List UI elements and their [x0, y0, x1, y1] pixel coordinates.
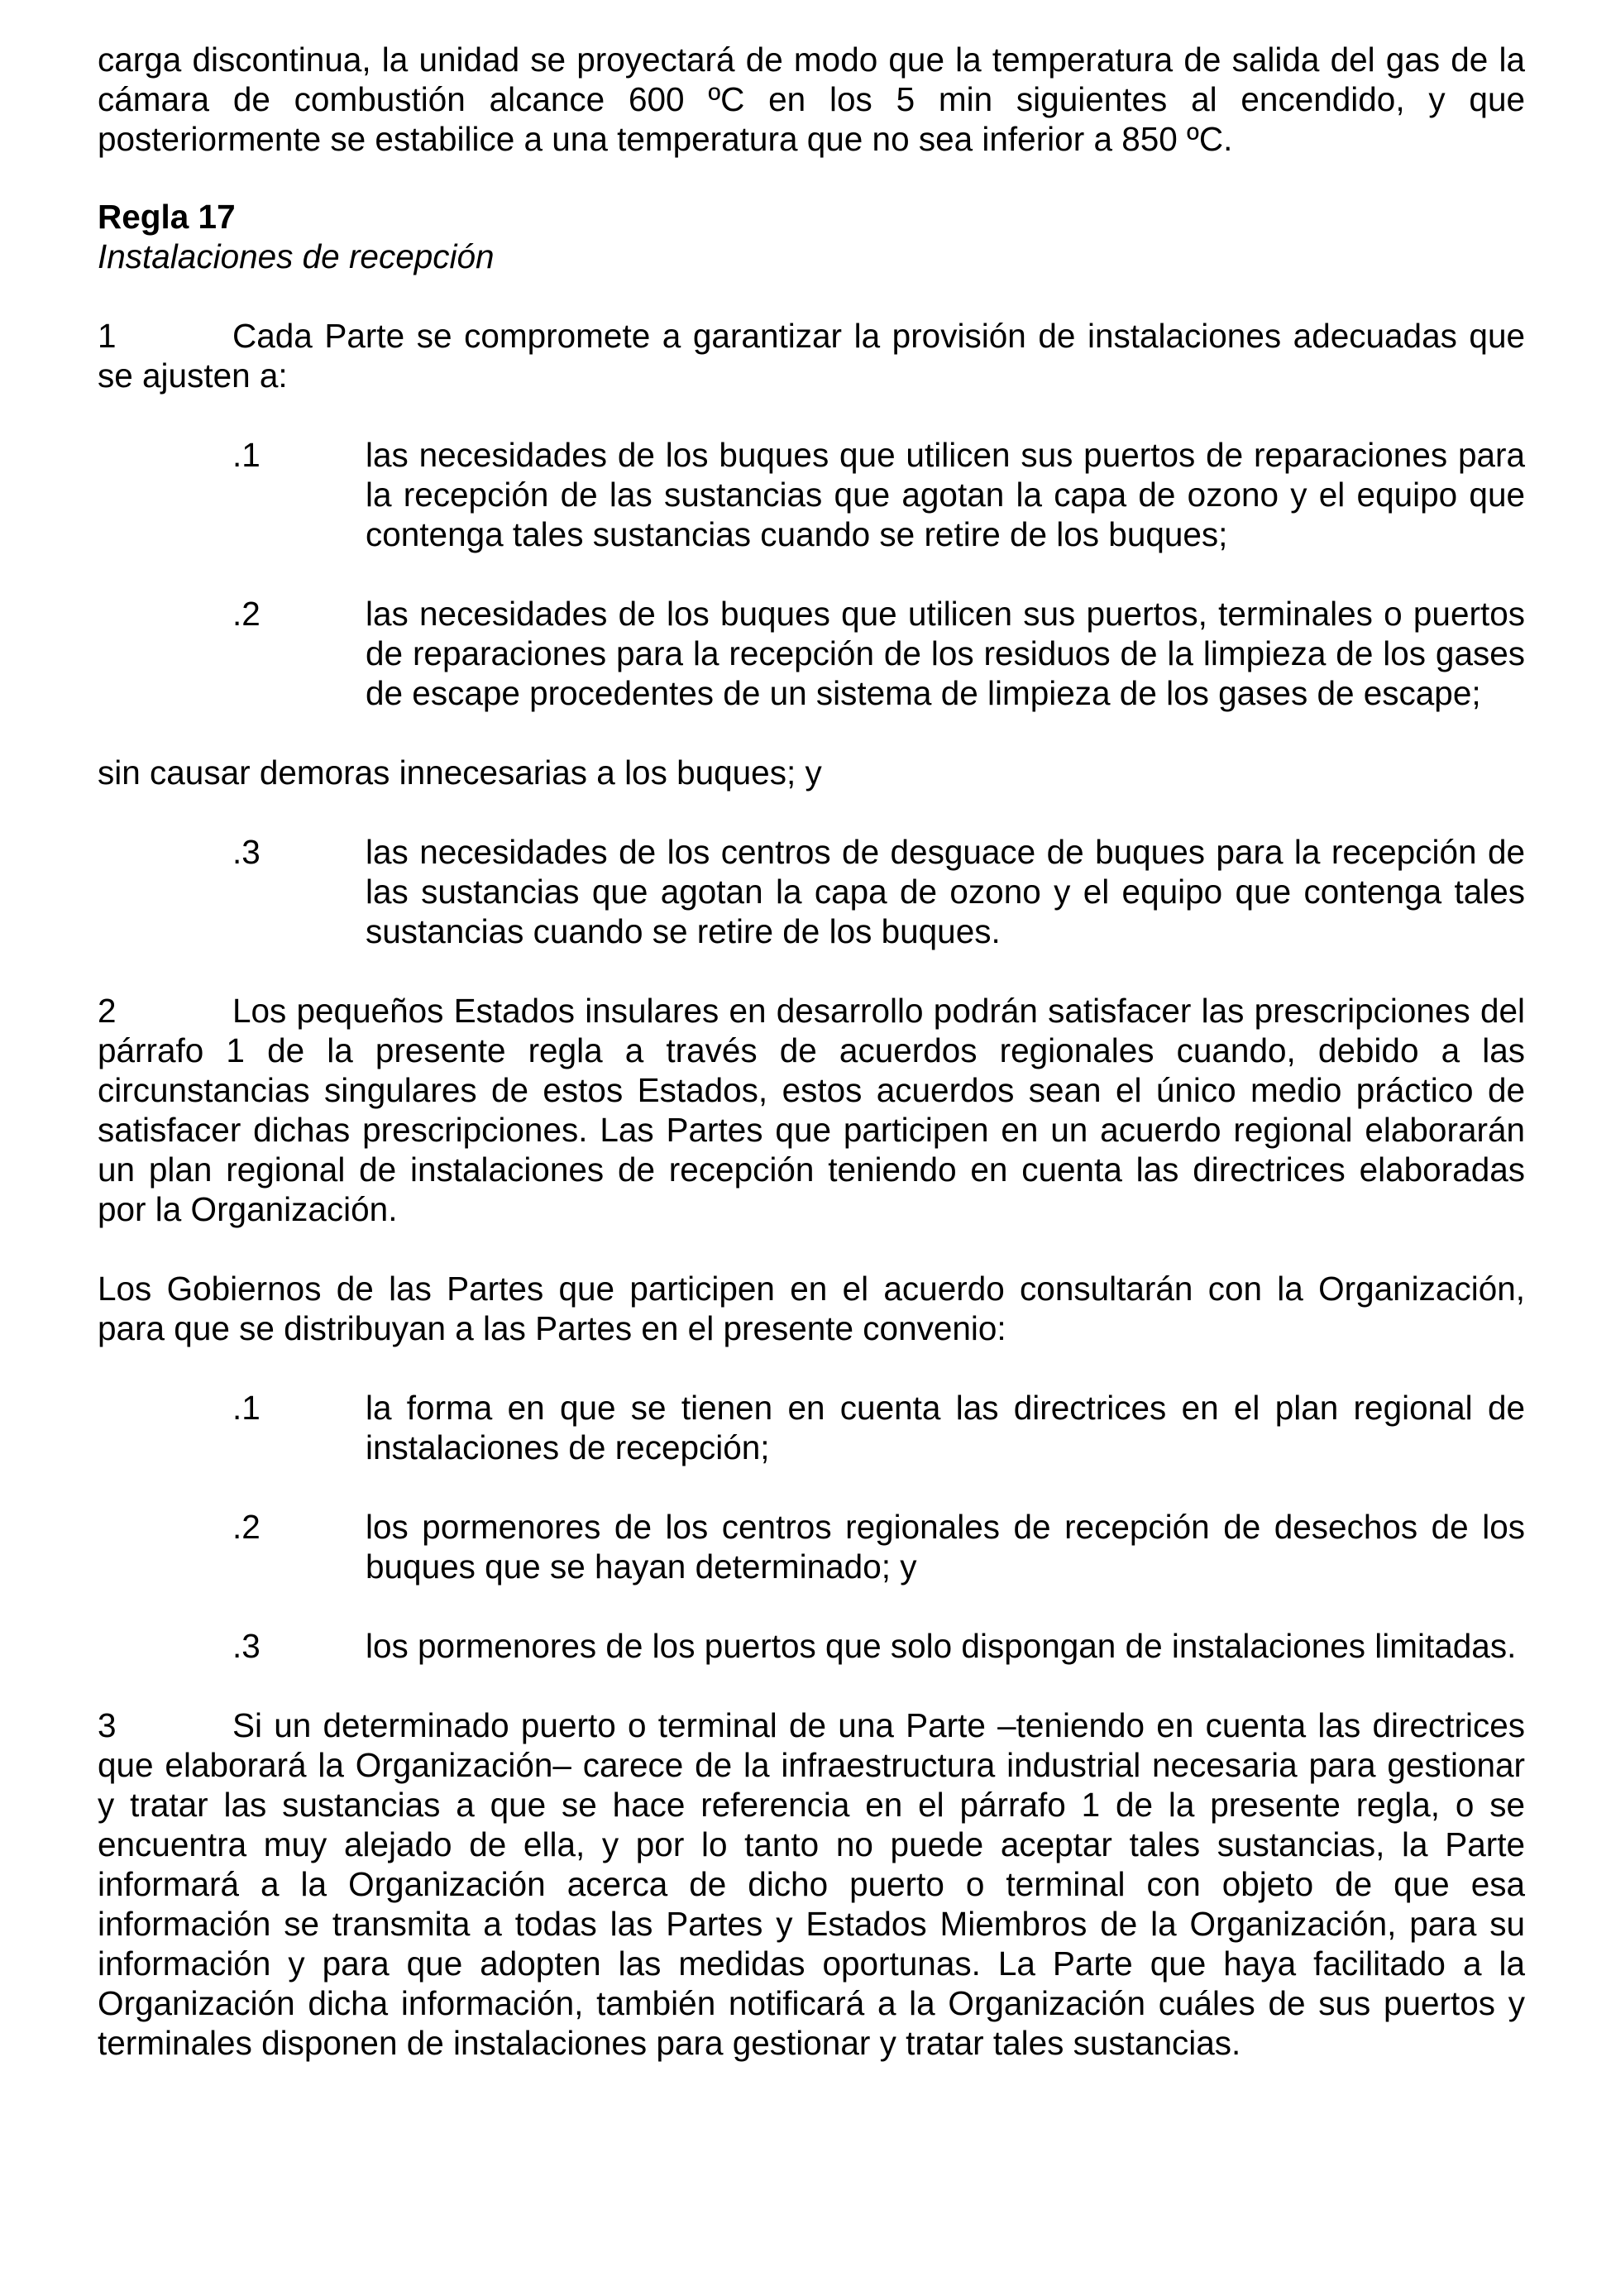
list-item-label: .2 — [232, 1508, 261, 1546]
list-item-text: las necesidades de los buques que utilicen sus puertos, terminales o puertos de reparaciones para la recepción de los residuos de la limpieza de los gases de escape procedentes de un sistema de limpieza de los gases de escape; — [366, 595, 1525, 712]
list-item — [98, 1626, 1525, 1666]
opening-paragraph: carga discontinua, la unidad se proyectará de modo que la temperatura de salida del gas de la cámara de combustión alcance 600 ºC en los 5 min siguientes al encendido, y que posteriormente se estabilice a una temperatura que no sea inferior a 850 ºC. — [98, 41, 1525, 158]
document-page — [98, 40, 1525, 2063]
paragraph-2 — [98, 991, 1525, 1229]
paragraph-text: Los pequeños Estados insulares en desarrollo podrán satisfacer las prescripciones del párrafo 1 de la presente regla a través de acuerdos regionales cuando, debido a las circunstancias singulares de estos Estados, estos acuerdos sean el único medio práctico de satisfacer dichas prescripciones. Las Partes que participen en un acuerdo regional elaborarán un plan regional de instalaciones de recepción teniendo en cuenta las directrices elaboradas por la Organización. — [98, 992, 1525, 1228]
list-item-text: las necesidades de los buques que utilicen sus puertos de reparaciones para la recepción de las sustancias que agotan la capa de ozono y el equipo que contenga tales sustancias cuando se retire de los buques; — [366, 436, 1525, 553]
rule-heading — [98, 197, 1525, 276]
rule-title: Regla 17 — [98, 198, 236, 236]
list-item-label: .2 — [232, 595, 261, 633]
list-item-label: .1 — [232, 436, 261, 474]
paragraph-1-items-after — [98, 832, 1525, 951]
paragraph-1-continuation: sin causar demoras innecesarias a los buques; y — [98, 753, 822, 792]
paragraph-number: 1 — [98, 317, 117, 355]
list-item-text: los pormenores de los centros regionales de recepción de desechos de los buques que se hayan determinado; y — [366, 1508, 1525, 1586]
list-item-text: las necesidades de los centros de desguace de buques para la recepción de las sustancias que agotan la capa de ozono y el equipo que contenga tales sustancias cuando se retire de los buques. — [366, 833, 1525, 950]
paragraph-number: 2 — [98, 992, 117, 1030]
list-item — [98, 435, 1525, 554]
list-item — [98, 594, 1525, 713]
list-item-text: los pormenores de los puertos que solo dispongan de instalaciones limitadas. — [366, 1627, 1517, 1665]
paragraph-1 — [98, 316, 1525, 395]
paragraph-text: Si un determinado puerto o terminal de una Parte –teniendo en cuenta las directrices que elaborará la Organización– carece de la infraestructura industrial necesaria para gestionar y tratar las sustancias a que se hace referencia en el párrafo 1 de la presente regla, o se encuentra muy alejado de ella, y por lo tanto no puede aceptar tales sustancias, la Parte informará a la Organización acerca de dicho puerto o terminal con objeto de que esa información se transmita a todas las Partes y Estados Miembros de la Organización, para su información y para que adopten las medidas oportunas. La Parte que haya facilitado a la Organización dicha información, también notificará a la Organización cuáles de sus puertos y terminales disponen de instalaciones para gestionar y tratar tales sustancias. — [98, 1706, 1525, 2062]
paragraph-text: Cada Parte se compromete a garantizar la provisión de instalaciones adecuadas que se ajusten a: — [98, 317, 1525, 395]
paragraph-3 — [98, 1705, 1525, 2063]
list-item — [98, 1388, 1525, 1467]
paragraph-2-followup: Los Gobiernos de las Partes que participen en el acuerdo consultarán con la Organización, para que se distribuyan a las Partes en el presente convenio: — [98, 1270, 1525, 1347]
paragraph-number: 3 — [98, 1706, 117, 1744]
rule-subtitle: Instalaciones de recepción — [98, 237, 495, 275]
list-item — [98, 832, 1525, 951]
paragraph-1-items — [98, 435, 1525, 713]
list-item-label: .3 — [232, 1627, 261, 1665]
list-item-text: la forma en que se tienen en cuenta las directrices en el plan regional de instalaciones de recepción; — [366, 1389, 1525, 1466]
list-item-label: .1 — [232, 1389, 261, 1427]
list-item — [98, 1507, 1525, 1586]
list-item-label: .3 — [232, 833, 261, 871]
paragraph-2-items — [98, 1388, 1525, 1666]
